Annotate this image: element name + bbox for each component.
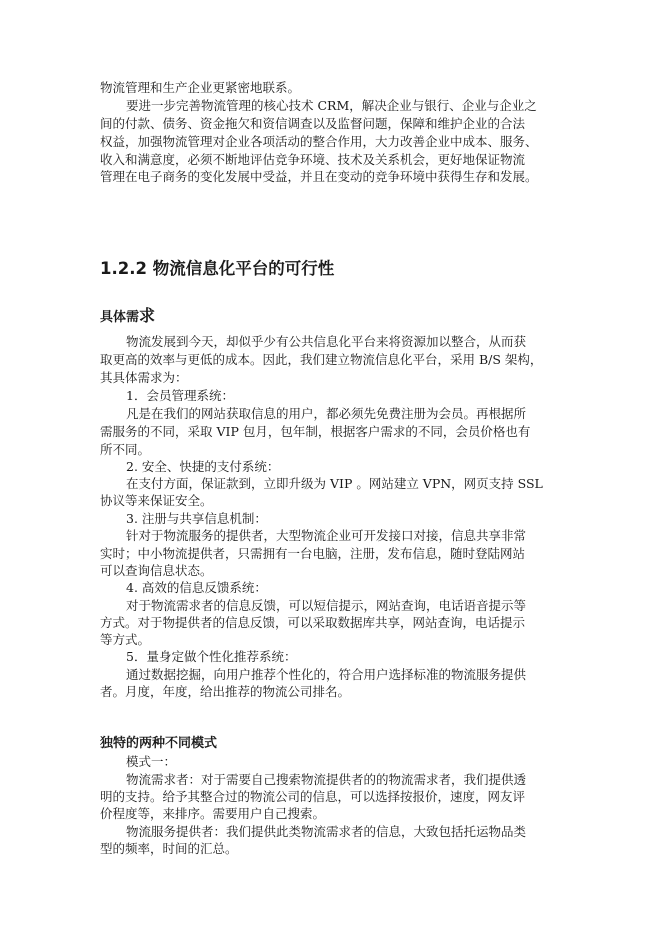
req-line-18: 等方式。 xyxy=(100,632,151,647)
modes-line-6: 型的频率，时间的汇总。 xyxy=(100,841,238,856)
modes-line-1: 模式一： xyxy=(126,754,177,769)
req-line-7: 所不同。 xyxy=(100,442,151,457)
intro-line-5: 收入和满意度，必须不断地评估竞争环境、技术及关系机会，更好地保证物流 xyxy=(100,152,526,167)
req-line-17: 方式。对于物提供者的信息反馈，可以采取数据库共享，网站查询，电话提示 xyxy=(100,615,526,630)
req-line-2: 取更高的效率与更低的成本。因此，我们建立物流信息化平台，采用 B/S 架构， xyxy=(100,352,543,367)
req-line-12: 针对于物流服务的提供者，大型物流企业可开发接口对接，信息共享非常 xyxy=(126,528,527,543)
req-item-3-title: 3. 注册与共享信息机制： xyxy=(126,511,267,526)
req-item-2-title: 2. 安全、快捷的支付系统： xyxy=(126,459,280,474)
section-number: 1.2.2 xyxy=(100,259,147,278)
intro-line-4: 权益，加强物流管理对企业各项活动的整合作用，大力改善企业中成本、服务、 xyxy=(100,134,538,149)
req-item-1-title: 1．会员管理系统： xyxy=(126,388,234,403)
req-line-14: 可以查询信息状态。 xyxy=(100,563,213,578)
section-title: 物流信息化平台的可行性 xyxy=(152,259,335,278)
intro-line-3: 间的付款、债务、资金拖欠和资信调查以及监督问题，保障和维护企业的合法 xyxy=(100,116,526,131)
req-line-13: 实时；中小物流提供者，只需拥有一台电脑，注册，发布信息，随时登陆网站 xyxy=(100,546,526,561)
requirements-heading-a: 具体需 xyxy=(100,310,140,325)
req-line-1: 物流发展到今天，却似乎少有公共信息化平台来将资源加以整合，从而获 xyxy=(126,334,527,349)
req-line-20: 通过数据挖掘，向用户推荐个性化的，符合用户选择标准的物流服务提供 xyxy=(126,667,527,682)
req-item-4-title: 4. 高效的信息反馈系统： xyxy=(126,580,267,595)
req-line-16: 对于物流需求者的信息反馈，可以短信提示，网站查询，电话语音提示等 xyxy=(126,598,527,613)
modes-line-2: 物流需求者：对于需要自己搜索物流提供者的的物流需求者，我们提供透 xyxy=(126,772,527,787)
req-line-10: 协议等来保证安全。 xyxy=(100,493,213,508)
requirements-heading-b: 求 xyxy=(139,306,156,325)
intro-line-2: 要进一步完善物流管理的核心技术 CRM，解决企业与银行、企业与企业之 xyxy=(126,98,537,113)
modes-line-5: 物流服务提供者：我们提供此类物流需求者的信息，大致包括托运物品类 xyxy=(126,824,527,839)
intro-line-6: 管理在电子商务的变化发展中受益，并且在变动的竞争环境中获得生存和发展。 xyxy=(100,169,538,184)
req-line-3: 其具体需求为： xyxy=(100,370,188,385)
req-line-6: 需服务的不同，采取 VIP 包月，包年制，根据客户需求的不同，会员价格也有 xyxy=(100,424,531,439)
intro-line-1: 物流管理和生产企业更紧密地联系。 xyxy=(100,80,301,95)
section-heading xyxy=(100,258,334,280)
req-line-5: 凡是在我们的网站获取信息的用户，都必须先免费注册为会员。再根据所 xyxy=(126,406,527,421)
req-line-21: 者。月度，年度，给出推荐的物流公司排名。 xyxy=(100,684,351,699)
modes-line-3: 明的支持。给予其整合过的物流公司的信息，可以选择按报价，速度，网友评 xyxy=(100,789,526,804)
req-line-9: 在支付方面，保证款到，立即升级为 VIP 。网站建立 VPN，网页支持 SSL xyxy=(126,476,543,491)
requirements-heading xyxy=(100,307,155,327)
req-item-5-title: 5．量身定做个性化推荐系统： xyxy=(126,649,297,664)
modes-line-4: 价程度等，来排序。需要用户自己搜索。 xyxy=(100,806,326,821)
modes-heading: 独特的两种不同模式 xyxy=(100,736,218,751)
